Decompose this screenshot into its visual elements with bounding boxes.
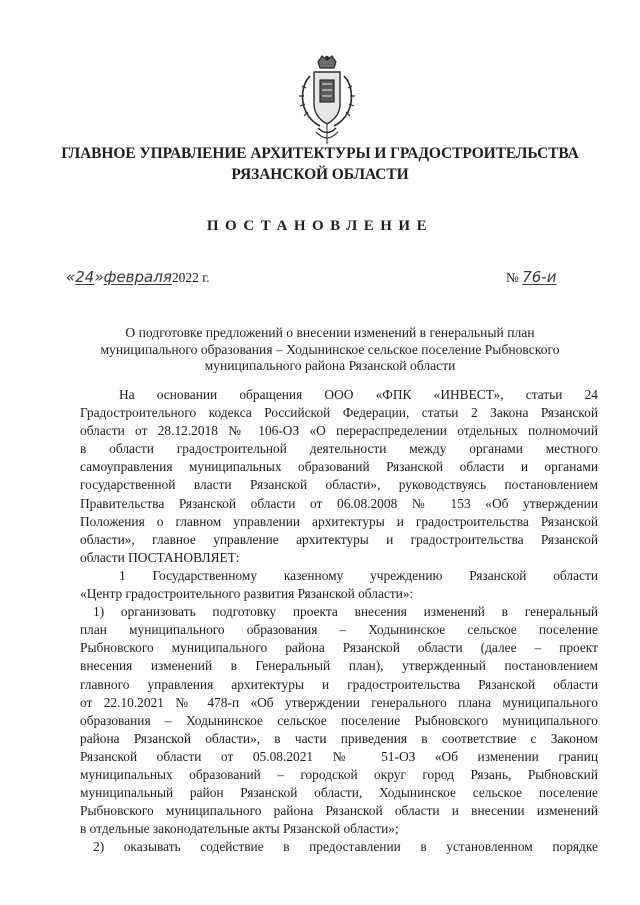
body-line: «Центр градостроительного развития Рязанской области»: (80, 586, 414, 602)
body-line: Рыбновского муниципального района Рязанской области и внесении изменений (80, 803, 598, 819)
authority-line-2: РЯЗАНСКОЙ ОБЛАСТИ (231, 166, 409, 183)
body-line: области ПОСТАНОВЛЯЕТ: (80, 549, 240, 565)
body-line: государственной власти Рязанской области», руководствуясь постановлением (80, 477, 598, 493)
body-line: Рязанской области от 05.08.2021 № 51-ОЗ «Об изменении границ (80, 748, 598, 764)
handwritten-number: 76-и (522, 268, 557, 286)
subject-line: О подготовке предложений о внесении изменений в генеральный план (125, 325, 535, 340)
body-line: образования – Ходынинское сельское поселение Рыбновского муниципального (80, 712, 598, 728)
body-line: главного управления архитектуры и градостроительства Рязанской области (80, 676, 598, 692)
body-line: Рыбновского муниципального района Рязанской области (далее – проект (80, 640, 598, 656)
handwritten-month: февраля (103, 268, 172, 286)
issuing-authority (60, 143, 580, 185)
number-prefix: № (506, 270, 519, 285)
document-type-heading: ПОСТАНОВЛЕНИЕ (206, 218, 434, 234)
authority-line-1: ГЛАВНОЕ УПРАВЛЕНИЕ АРХИТЕКТУРЫ И ГРАДОСТРОИТЕЛЬСТВА (61, 145, 579, 162)
body-line: Градостроительного кодекса Российской Федерации, статьи 2 Закона Рязанской (80, 405, 598, 421)
body-line: от 22.10.2021 № 478-п «Об утверждении генерального плана муниципального (80, 694, 598, 710)
body-line: в области градостроительной деятельности между органами местного (80, 441, 598, 457)
document-subject (70, 325, 590, 375)
body-line: 1 Государственному казенному учреждению Рязанской области (119, 567, 598, 583)
body-line: На основании обращения ООО «ФПК «ИНВЕСТ», статьи 24 (119, 387, 598, 402)
body-line: план муниципального образования – Ходынинское сельское поселение (80, 622, 598, 638)
body-line: самоуправления муниципальных образований Рязанской области и органами (80, 459, 598, 475)
body-line: Правительства Рязанской области от 06.08.2008 № 153 «Об утверждении (80, 495, 598, 511)
date-open-quote: « (66, 268, 76, 286)
document-date (66, 268, 210, 286)
body-line: в отдельные законодательные акты Рязанской области»; (80, 821, 399, 837)
subject-line: муниципального образования – Ходынинское сельское поселение Рыбновского (100, 341, 560, 357)
date-year: 2022 г. (171, 270, 210, 285)
body-line: муниципальный район Рязанской области, Ходынинское сельское поселение (80, 785, 598, 801)
body-line: области», главное управление архитектуры и градостроительства Рязанской (80, 531, 598, 547)
body-line: области от 28.12.2018 № 106-ОЗ «О перераспределении отдельных полномочий (80, 423, 598, 439)
handwritten-day: 24 (75, 268, 95, 286)
body-line: 2) оказывать содействие в предоставлении в установленном порядке (93, 839, 598, 855)
body-line: Положения о главном управлении архитектуры и градостроительства Рязанской (80, 513, 598, 529)
coat-of-arms-emblem (296, 54, 358, 146)
document-number (506, 268, 557, 286)
body-line: муниципальных образований – городской округ город Рязань, Рыбновский (80, 766, 598, 782)
document-body (80, 386, 598, 856)
body-line: района Рязанской области», в части приведения в соответствие с Законом (80, 730, 598, 746)
body-line: внесения изменений в Генеральный план), утвержденный постановлением (80, 658, 598, 674)
subject-line: муниципального района Рязанской области (204, 358, 456, 373)
date-close-quote: » (94, 268, 104, 286)
body-line: 1) организовать подготовку проекта внесения изменений в генеральный (93, 604, 598, 620)
